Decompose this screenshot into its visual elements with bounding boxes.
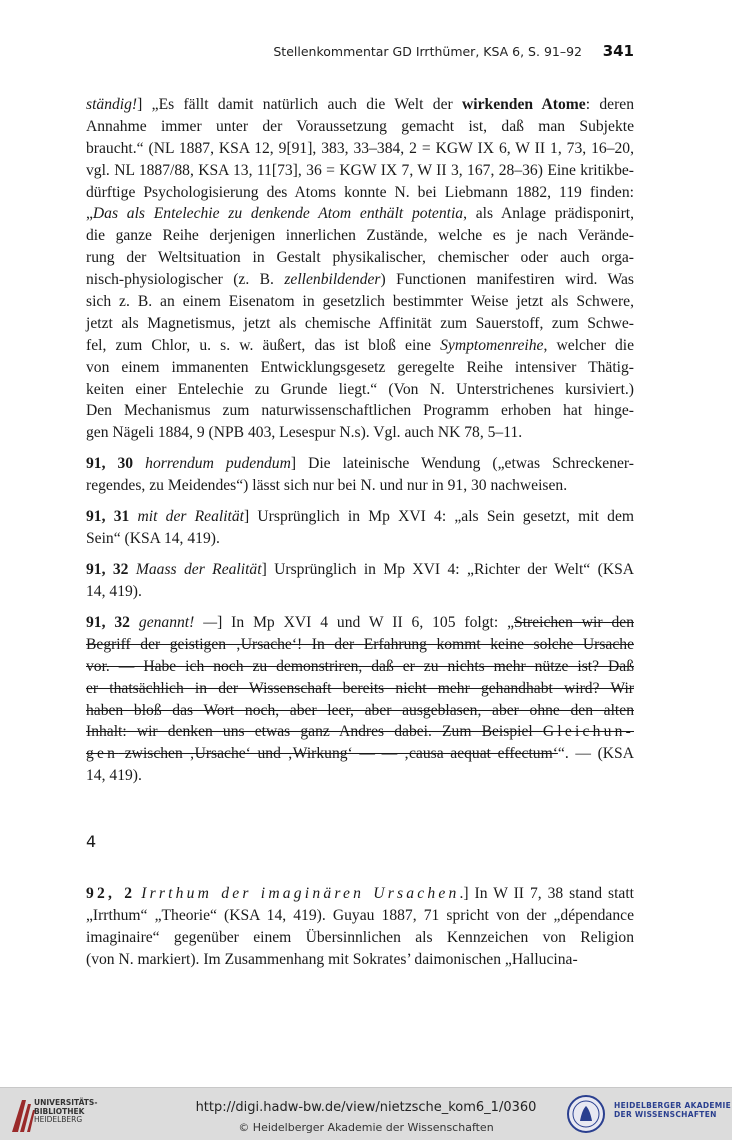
text-segment: .] In W II 7, 38 stand statt — [459, 885, 634, 902]
page-footer — [0, 1087, 732, 1140]
text-segment: ] „Es fällt damit natürlich auch die Welt der — [137, 96, 463, 113]
text-segment: Streichen wir den — [514, 614, 634, 631]
text-line — [86, 247, 634, 269]
text-segment: ] Die lateinische Wendung („etwas Schreckener- — [290, 455, 634, 472]
text-line — [86, 357, 634, 379]
text-line — [86, 291, 634, 313]
text-segment: fel, zum Chlor, u. s. w. äußert, das ist bloß eine — [86, 336, 441, 354]
text-segment: er thatsächlich in der Wissenschaft bereits nicht mehr gehandhabt wird? Wir — [86, 679, 634, 697]
text-segment: “. — (KSA — [557, 745, 634, 763]
text-line — [86, 743, 634, 765]
text-line — [86, 475, 634, 497]
text-segment: 92, 2 — [86, 885, 136, 902]
text-line — [86, 160, 634, 182]
text-line — [86, 225, 634, 247]
hadw-line: HEIDELBERGER AKADEMIE — [614, 1101, 732, 1110]
text-segment: 14, 419). — [86, 767, 142, 785]
copyright-text: © Heidelberger Akademie der Wissenschaften — [238, 1121, 494, 1134]
text-segment: 91, 32 — [86, 561, 129, 578]
text-segment — [128, 561, 135, 578]
text-line — [86, 422, 634, 444]
text-segment: horrendum pudendum — [145, 455, 291, 472]
text-segment: Irrthum der imaginären Ursachen — [141, 885, 460, 902]
text-segment: ] Ursprünglich in Mp XVI 4: „Richter der Welt“ (KSA — [261, 561, 635, 578]
text-segment: Symptomenreihe — [440, 336, 544, 354]
text-segment: nisch-physiologischer (z. B. — [86, 271, 285, 289]
text-line — [86, 94, 634, 116]
text-line — [86, 721, 634, 743]
text-segment: Gleichun- — [542, 723, 634, 741]
text-line — [86, 506, 634, 528]
text-segment: Den Mechanismus zum naturwissenschaftlichen Programm erhoben hat hinge- — [86, 402, 634, 420]
text-segment: 91, 30 — [86, 455, 134, 472]
text-segment: vgl. NL 1887/88, KSA 13, 11[73], 36 = KGW IX 7, W II 3, 167, 28–36) Eine kritikbe- — [86, 161, 634, 179]
text-segment: ] Ursprünglich in Mp XVI 4: „als Sein gesetzt, mit dem — [244, 508, 634, 525]
page-number: 341 — [602, 42, 634, 60]
ub-line: UNIVERSITÄTS- — [34, 1098, 98, 1107]
entry-91-32-genannt — [86, 612, 634, 787]
entry-92-2 — [86, 883, 634, 971]
text-segment: haben bloß das Wort noch, aber leer, aber ausgeblasen, aber ohne den alten — [86, 701, 634, 719]
text-line — [86, 116, 634, 138]
text-segment — [129, 508, 137, 525]
text-line — [86, 634, 634, 656]
text-line — [86, 927, 634, 949]
text-segment: Begriff der geistigen ‚Ursache‘! In der Erfahrung kommt keine solche Ursache — [86, 635, 634, 653]
text-line — [86, 203, 634, 225]
text-segment: dürftige Psychologisierung des Atoms konnte N. bei Liebmann 1882, 119 finden: — [86, 183, 634, 201]
text-line — [86, 678, 634, 700]
text-segment: mit der Realität — [137, 508, 245, 525]
text-line — [86, 269, 634, 291]
text-segment: Sein“ (KSA 14, 419). — [86, 529, 220, 547]
text-segment: 91, 32 — [86, 614, 130, 631]
text-line — [86, 379, 634, 401]
text-line — [86, 335, 634, 357]
text-segment: vor. — Habe ich noch zu demonstriren, daß er zu nichts mehr nütze ist? Daß — [86, 657, 634, 675]
text-segment: von einem immanenten Entwicklungsgesetz geregelte Reihe intensiver Thätig- — [86, 358, 634, 376]
paragraph-atoms — [86, 94, 634, 444]
text-segment: regendes, zu Meidendes“) lässt sich nur bei N. und nur in 91, 30 nachweisen. — [86, 476, 568, 494]
text-segment: die ganze Reihe derjenigen innerlichen Zustände, welche es je nach Verände- — [86, 227, 634, 245]
text-line — [86, 612, 634, 634]
text-segment: gen Nägeli 1884, 9 (NPB 403, Lesespur N.s). Vgl. auch NK 78, 5–11. — [86, 424, 523, 442]
text-segment: gen — [86, 745, 119, 763]
text-segment: Inhalt: wir denken uns etwas ganz Andres dabei. Zum Beispiel — [86, 723, 543, 741]
text-line — [86, 453, 634, 475]
section-number: 4 — [86, 832, 97, 851]
text-segment: Maass der Realität — [135, 561, 262, 578]
text-segment: keiten einer Entelechie zu Grunde liegt.“ (Von N. Unterstrichenes kursiviert.) — [86, 380, 634, 398]
text-line — [86, 400, 634, 422]
text-segment: , als Anlage prädisponirt, — [463, 205, 635, 223]
text-segment: ständig! — [86, 96, 138, 113]
text-line — [86, 656, 634, 678]
academy-name-text — [614, 1101, 731, 1119]
text-line — [86, 700, 634, 722]
text-segment: , welcher die — [543, 336, 634, 354]
text-segment: sich z. B. an einem Eisenatom in gesetzlich bestimmter Weise jetzt als Schwere, — [86, 293, 634, 311]
source-url-link[interactable]: http://digi.hadw-bw.de/view/nietzsche_kom6_1/0360 — [195, 1100, 537, 1115]
running-title: Stellenkommentar GD Irrthümer, KSA 6, S. 91–92 — [273, 44, 582, 59]
text-line — [86, 581, 634, 603]
text-segment: ) Functionen manifestiren wird. Was — [380, 271, 634, 289]
text-line — [86, 949, 634, 971]
entry-91-30 — [86, 453, 634, 497]
page-header — [86, 42, 634, 64]
text-segment: (von N. markiert). Im Zusammenhang mit Sokrates’ daimonischen „Hallucina- — [86, 950, 578, 968]
text-segment: Das als Entelechie zu denkende Atom enthält potentia — [92, 205, 464, 223]
text-segment: ] In Mp XVI 4 und W II 6, 105 folgt: „ — [217, 614, 515, 631]
text-segment: 91, 31 — [86, 508, 130, 525]
text-segment: : deren — [585, 96, 634, 113]
academy-seal-icon — [566, 1094, 606, 1134]
text-segment: zwischen ‚Ursache‘ und ‚Wirkung‘ — — ‚causa aequat effectum‘ — [118, 745, 558, 763]
text-line — [86, 528, 634, 550]
text-segment: 14, 419). — [86, 582, 142, 600]
text-segment: „Irrthum“ „Theorie“ (KSA 14, 419). Guyau 1887, 71 spricht von der „dépendance — [86, 906, 634, 924]
text-segment: wirkenden Atome — [462, 96, 586, 113]
text-line — [86, 765, 634, 787]
hadw-line: DER WISSENSCHAFTEN — [614, 1110, 717, 1119]
ub-line: HEIDELBERG — [34, 1115, 83, 1124]
text-segment: zellenbildender — [284, 271, 381, 289]
text-segment: rung der Weltsituation in Gestalt physikalischer, chemischer oder auch orga- — [86, 249, 634, 267]
text-segment — [133, 455, 145, 472]
entry-91-32-maass — [86, 559, 634, 603]
text-line — [86, 559, 634, 581]
text-segment: braucht.“ (NL 1887, KSA 12, 9[91], 383, 33–384, 2 = KGW IX 6, W II 1, 73, 16–20, — [86, 139, 634, 157]
text-line — [86, 313, 634, 335]
text-segment: „ — [86, 205, 93, 223]
ub-line: BIBLIOTHEK — [34, 1106, 85, 1116]
text-segment — [130, 614, 139, 631]
text-segment: imaginaire“ gegenüber einem Übersinnlichen als Kennzeichen von Religion — [86, 928, 634, 946]
text-line — [86, 883, 634, 905]
text-segment: genannt! — — [138, 614, 218, 631]
text-line — [86, 905, 634, 927]
entry-91-31 — [86, 506, 634, 550]
text-segment: jetzt als Magnetismus, jetzt als chemische Affinität zum Sauerstoff, zum Schwe- — [86, 314, 634, 332]
text-segment: Annahme immer unter der Voraussetzung gemacht ist, daß man Subjekte — [86, 117, 634, 135]
text-line — [86, 182, 634, 204]
text-line — [86, 138, 634, 160]
